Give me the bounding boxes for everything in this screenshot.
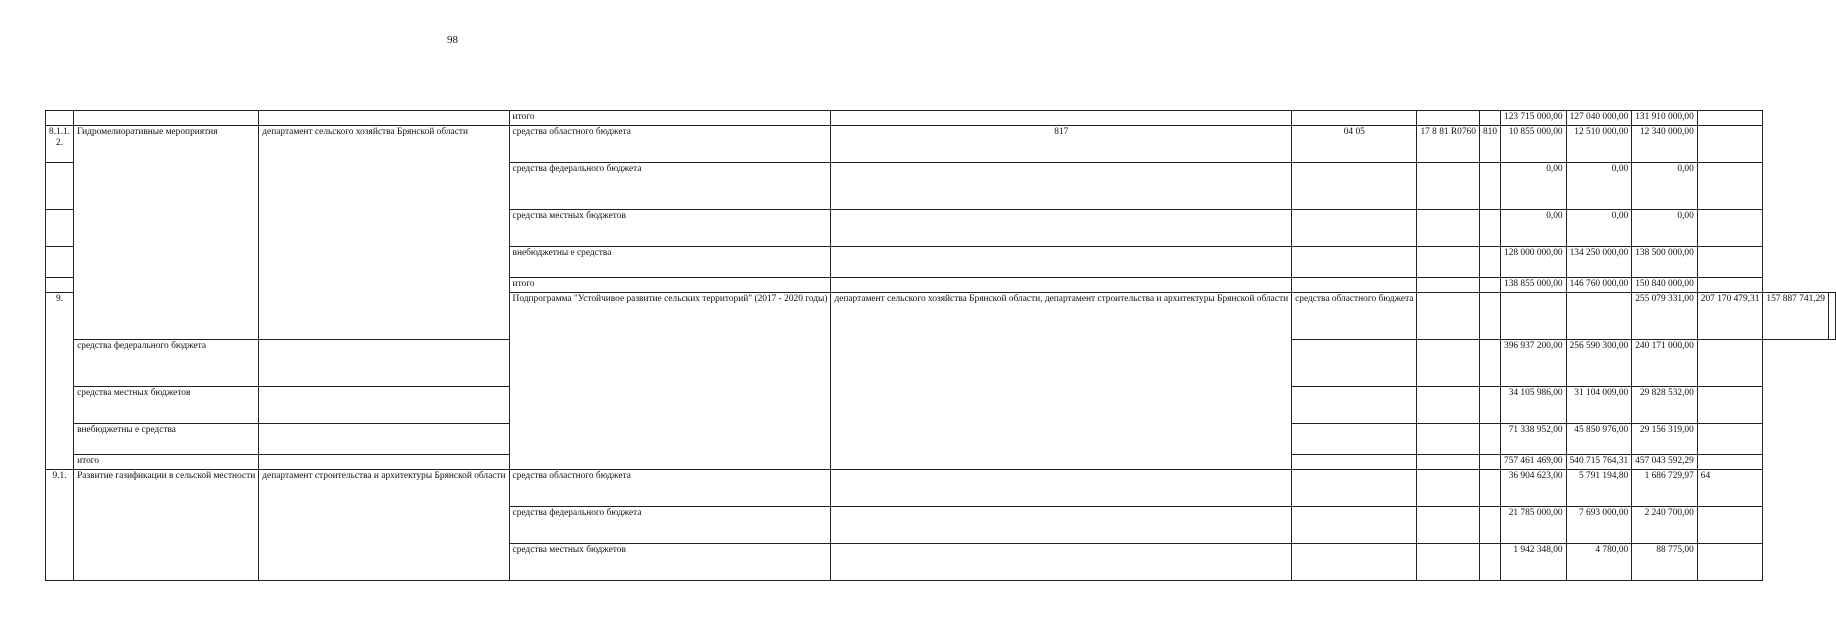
table-cell: 0,00 — [1501, 163, 1567, 210]
table-cell: внебюджетны е средства — [509, 247, 831, 278]
table-cell: 29 156 319,00 — [1632, 424, 1698, 455]
table-cell: 457 043 592,29 — [1632, 455, 1698, 470]
table-row — [46, 111, 1836, 126]
table-cell — [831, 507, 1292, 544]
table-cell — [1479, 507, 1500, 544]
table-cell: Подпрограмма "Устойчивое развитие сельских территорий" (2017 - 2020 годы) — [509, 293, 831, 470]
table-cell — [1566, 293, 1632, 340]
table-cell — [1292, 278, 1417, 293]
table-cell — [1697, 387, 1763, 424]
table-cell: 10 855 000,00 — [1501, 126, 1567, 163]
table-cell — [1292, 111, 1417, 126]
table-cell: 2 240 700,00 — [1632, 507, 1698, 544]
table-cell: департамент строительства и архитектуры Брянской области — [259, 470, 509, 581]
table-cell — [1479, 340, 1500, 387]
table-cell — [831, 210, 1292, 247]
table-cell: средства федерального бюджета — [74, 340, 259, 387]
table-cell: 0,00 — [1566, 210, 1632, 247]
table-cell — [1292, 387, 1417, 424]
table-cell: 4 780,00 — [1566, 544, 1632, 581]
table-cell: средства местных бюджетов — [509, 544, 831, 581]
table-cell — [1697, 340, 1763, 387]
table-cell: 150 840 000,00 — [1632, 278, 1698, 293]
table-cell — [1479, 111, 1500, 126]
table-cell: 9.1. — [46, 470, 74, 581]
table-cell — [1417, 424, 1479, 455]
table-cell: 04 05 — [1292, 126, 1417, 163]
table-cell — [1292, 340, 1417, 387]
table-cell: 45 850 976,00 — [1566, 424, 1632, 455]
table-cell: итого — [74, 455, 259, 470]
table-cell: департамент сельского хозяйства Брянской области, департамент строительства и архитектуры Брянской области — [831, 293, 1292, 470]
table-cell: 7 693 000,00 — [1566, 507, 1632, 544]
table-cell — [1417, 210, 1479, 247]
table-cell — [46, 111, 74, 126]
table-cell — [46, 278, 74, 293]
table-cell: 0,00 — [1632, 163, 1698, 210]
table-cell — [1417, 278, 1479, 293]
table-cell: 757 461 469,00 — [1501, 455, 1567, 470]
table-row — [46, 126, 1836, 163]
table-cell — [831, 163, 1292, 210]
table-cell — [1697, 544, 1763, 581]
table-cell — [1479, 424, 1500, 455]
table-cell: 12 340 000,00 — [1632, 126, 1698, 163]
table-cell — [1479, 544, 1500, 581]
table-cell: Развитие газификации в сельской местности — [74, 470, 259, 581]
table-cell: 71 338 952,00 — [1501, 424, 1567, 455]
table-cell — [46, 247, 74, 278]
table-cell: 1 686 729,97 — [1632, 470, 1698, 507]
table-cell: 5 791 194,80 — [1566, 470, 1632, 507]
table-cell — [1697, 111, 1763, 126]
table-cell — [1479, 455, 1500, 470]
table-cell — [1417, 455, 1479, 470]
table-cell — [1417, 293, 1479, 340]
table-row — [46, 470, 1836, 507]
table-cell: 9. — [46, 293, 74, 470]
table-cell: средства местных бюджетов — [74, 387, 259, 424]
table-cell — [1697, 424, 1763, 455]
table-cell — [1292, 455, 1417, 470]
table-cell: 29 828 532,00 — [1632, 387, 1698, 424]
table-cell — [1697, 507, 1763, 544]
table-cell — [1697, 247, 1763, 278]
table-cell — [1417, 507, 1479, 544]
table-cell: 123 715 000,00 — [1501, 111, 1567, 126]
table-cell: 8.1.1. 2. — [46, 126, 74, 163]
table-cell — [831, 544, 1292, 581]
table-cell — [74, 111, 259, 126]
table-cell — [1417, 340, 1479, 387]
table-cell: 255 079 331,00 — [1632, 293, 1698, 340]
table-cell: 138 500 000,00 — [1632, 247, 1698, 278]
table-cell: внебюджетны е средства — [74, 424, 259, 455]
table-cell — [1292, 544, 1417, 581]
table-cell: средства федерального бюджета — [509, 507, 831, 544]
table-cell — [831, 278, 1292, 293]
table-cell — [1292, 424, 1417, 455]
table-cell: 396 937 200,00 — [1501, 340, 1567, 387]
table-cell: 127 040 000,00 — [1566, 111, 1632, 126]
table-cell — [259, 455, 509, 470]
table-body — [46, 111, 1836, 581]
table-cell — [259, 111, 509, 126]
table-cell: 31 104 009,00 — [1566, 387, 1632, 424]
table-cell: 12 510 000,00 — [1566, 126, 1632, 163]
table-cell: департамент сельского хозяйства Брянской области — [259, 126, 509, 340]
budget-table — [45, 110, 1836, 581]
table-cell — [831, 247, 1292, 278]
table-cell: 540 715 764,31 — [1566, 455, 1632, 470]
table-cell — [1417, 111, 1479, 126]
table-cell: 817 — [831, 126, 1292, 163]
table-cell — [1828, 293, 1835, 340]
table-cell: 1 942 348,00 — [1501, 544, 1567, 581]
table-cell — [259, 424, 509, 455]
table-cell — [831, 111, 1292, 126]
table-cell: средства местных бюджетов — [509, 210, 831, 247]
table-cell: 131 910 000,00 — [1632, 111, 1698, 126]
table-cell — [1292, 210, 1417, 247]
table-cell: средства областного бюджета — [509, 470, 831, 507]
table-cell — [1292, 247, 1417, 278]
table-cell: Гидромелиоративные мероприятия — [74, 126, 259, 340]
table-cell — [1697, 163, 1763, 210]
table-cell — [1479, 278, 1500, 293]
table-cell — [1697, 455, 1763, 470]
table-cell: 88 775,00 — [1632, 544, 1698, 581]
table-cell — [1417, 387, 1479, 424]
table-cell — [1697, 278, 1763, 293]
table-cell — [46, 210, 74, 247]
table-cell — [1501, 293, 1567, 340]
table-cell — [831, 470, 1292, 507]
table-cell — [1417, 247, 1479, 278]
table-cell: 128 000 000,00 — [1501, 247, 1567, 278]
table-cell — [259, 340, 509, 387]
table-cell — [259, 387, 509, 424]
table-cell — [1479, 247, 1500, 278]
table-cell — [1292, 470, 1417, 507]
table-cell: 36 904 623,00 — [1501, 470, 1567, 507]
table-cell: 207 170 479,31 — [1697, 293, 1763, 340]
table-cell: итого — [509, 111, 831, 126]
table-cell: 0,00 — [1566, 163, 1632, 210]
table-cell: 34 105 986,00 — [1501, 387, 1567, 424]
table-cell: средства областного бюджета — [1292, 293, 1417, 340]
table-cell: 138 855 000,00 — [1501, 278, 1567, 293]
table-cell — [1479, 387, 1500, 424]
table-cell: 240 171 000,00 — [1632, 340, 1698, 387]
table-cell: 134 250 000,00 — [1566, 247, 1632, 278]
table-cell: 146 760 000,00 — [1566, 278, 1632, 293]
table-cell: средства федерального бюджета — [509, 163, 831, 210]
page-number: 98 — [447, 34, 458, 46]
table-cell — [1417, 470, 1479, 507]
table-cell: 64 — [1697, 470, 1763, 507]
table-cell — [1697, 210, 1763, 247]
table-cell — [1697, 126, 1763, 163]
table-cell — [1479, 470, 1500, 507]
table-cell — [1479, 293, 1500, 340]
table-cell — [1292, 507, 1417, 544]
table-cell: 0,00 — [1501, 210, 1567, 247]
table-cell: 17 8 81 R0760 — [1417, 126, 1479, 163]
table-cell: 21 785 000,00 — [1501, 507, 1567, 544]
table-cell: 157 887 741,29 — [1763, 293, 1829, 340]
table-cell — [1292, 163, 1417, 210]
table-cell: 0,00 — [1632, 210, 1698, 247]
table-cell: 810 — [1479, 126, 1500, 163]
table-cell: 256 590 300,00 — [1566, 340, 1632, 387]
table-cell — [1479, 163, 1500, 210]
table-cell — [1417, 544, 1479, 581]
table-cell — [1479, 210, 1500, 247]
table-cell — [1417, 163, 1479, 210]
table-cell: средства областного бюджета — [509, 126, 831, 163]
table-cell: итого — [509, 278, 831, 293]
table-cell — [46, 163, 74, 210]
